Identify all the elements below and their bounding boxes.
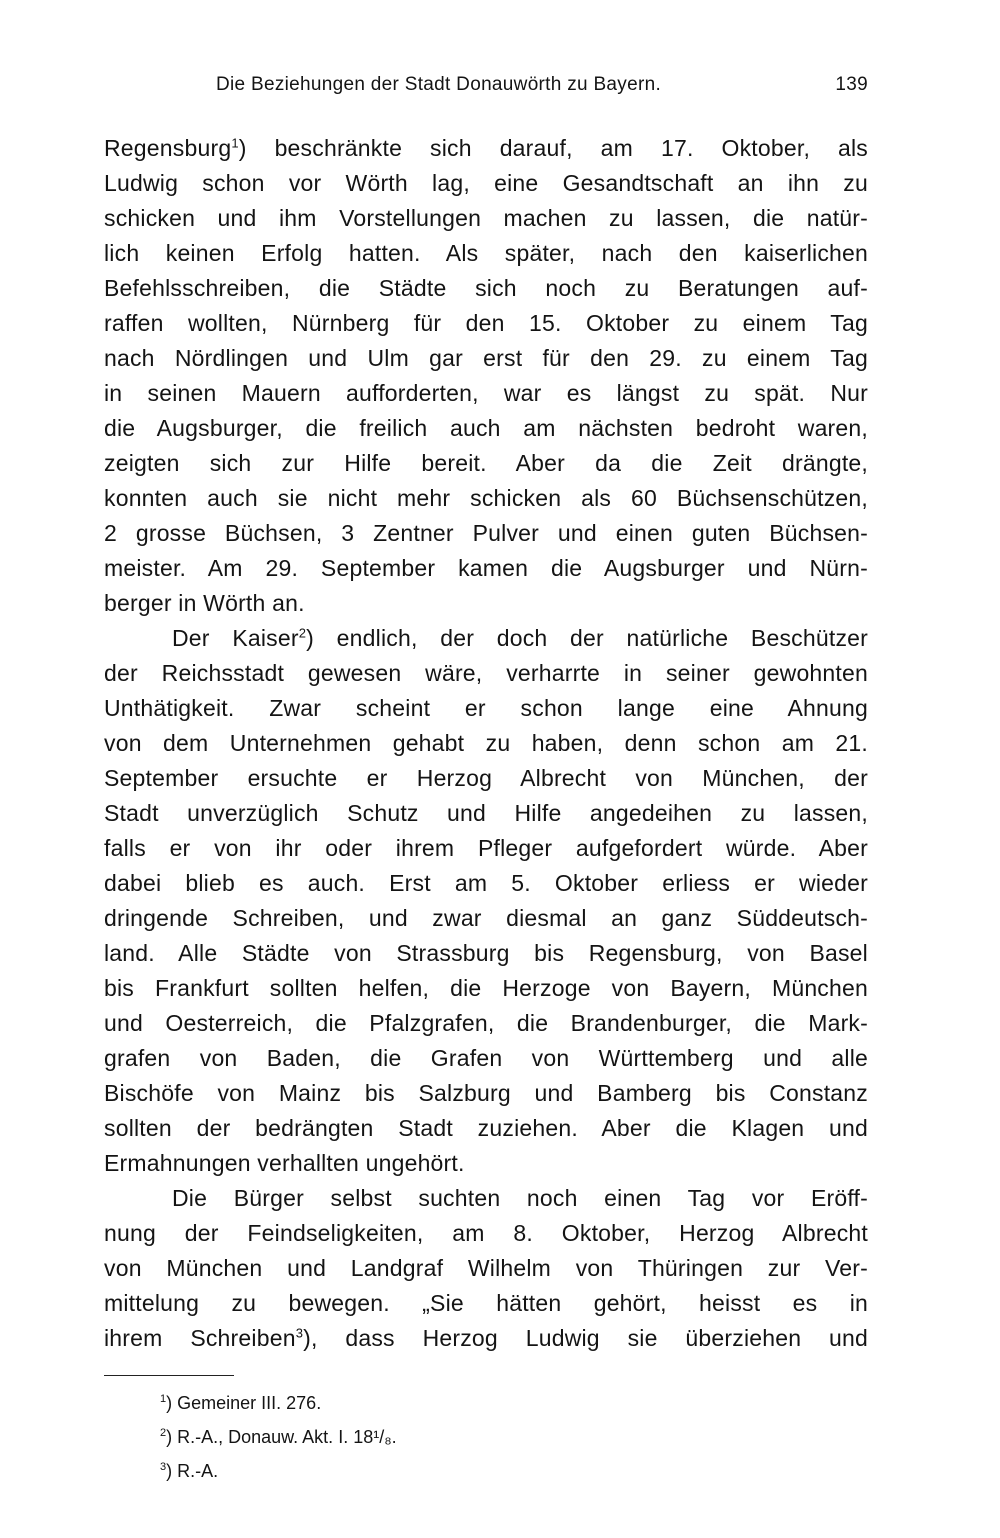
text-line: grafen von Baden, die Grafen von Württemberg und alle (104, 1045, 868, 1071)
text-line: von dem Unternehmen gehabt zu haben, denn schon am 21. (104, 730, 868, 756)
text-line: Die Bürger selbst suchten noch einen Tag vor Eröff- (172, 1185, 868, 1211)
text-line: die Augsburger, die freilich auch am nächsten bedroht waren, (104, 415, 868, 441)
text-line: September ersuchte er Herzog Albrecht von München, der (104, 765, 868, 791)
text-line: schicken und ihm Vorstellungen machen zu lassen, die natür- (104, 205, 868, 231)
text-line: der Reichsstadt gewesen wäre, verharrte in seiner gewohnten (104, 660, 868, 686)
text-line: dabei blieb es auch. Erst am 5. Oktober erliess er wieder (104, 870, 868, 896)
text-line: in seinen Mauern aufforderten, war es längst zu spät. Nur (104, 380, 868, 406)
text-line: Befehlsschreiben, die Städte sich noch zu Beratungen auf- (104, 275, 868, 301)
footnote-reference: 3 (295, 1325, 304, 1341)
text-line: nach Nördlingen und Ulm gar erst für den 29. zu einem Tag (104, 345, 868, 371)
footnote-reference: 1 (231, 135, 239, 151)
text-line: zeigten sich zur Hilfe bereit. Aber da die Zeit drängte, (104, 450, 868, 476)
footnote: $^1$) Gemeiner III. 276. (160, 1393, 322, 1413)
page-number: 139 (835, 74, 868, 95)
text-line: 2 grosse Büchsen, 3 Zentner Pulver und einen guten Büchsen- (104, 520, 868, 546)
text-line: Regensburg$^1$) beschränkte sich darauf, am 17. Oktober, als (104, 135, 868, 161)
text-line: meister. Am 29. September kamen die Augsburger und Nürn- (104, 555, 868, 581)
text-line: sollten der bedrängten Stadt zuziehen. Aber die Klagen und (104, 1115, 868, 1141)
text-line: von München und Landgraf Wilhelm von Thüringen zur Ver- (104, 1255, 868, 1281)
text-line: berger in Wörth an. (104, 590, 305, 616)
text-line: konnten auch sie nicht mehr schicken als 60 Büchsenschützen, (104, 485, 868, 511)
text-line: ihrem Schreiben$^3$), dass Herzog Ludwig sie überziehen und (104, 1325, 868, 1351)
text-line: und Oesterreich, die Pfalzgrafen, die Brandenburger, die Mark- (104, 1010, 868, 1036)
text-line: Ermahnungen verhallten ungehört. (104, 1150, 465, 1176)
text-line: falls er von ihr oder ihrem Pfleger aufgefordert würde. Aber (104, 835, 868, 861)
text-line: Bischöfe von Mainz bis Salzburg und Bamberg bis Constanz (104, 1080, 868, 1106)
running-title: Die Beziehungen der Stadt Donauwörth zu Bayern. (216, 74, 662, 95)
text-line: land. Alle Städte von Strassburg bis Regensburg, von Basel (104, 940, 868, 966)
footnotes (160, 1386, 660, 1488)
footnote: $^3$) R.-A. (160, 1461, 219, 1481)
text-line: bis Frankfurt sollten helfen, die Herzoge von Bayern, München (104, 975, 868, 1001)
footnote: $^2$) R.-A., Donauw. Akt. I. 18¹/₈. (160, 1427, 397, 1447)
text-line: mittelung zu bewegen. „Sie hätten gehört, heisst es in (104, 1290, 868, 1316)
footnote-reference: 2 (298, 625, 307, 641)
text-line: Der Kaiser$^2$) endlich, der doch der natürliche Beschützer (172, 625, 868, 651)
text-line: nung der Feindseligkeiten, am 8. Oktober, Herzog Albrecht (104, 1220, 868, 1246)
text-line: raffen wollten, Nürnberg für den 15. Oktober zu einem Tag (104, 310, 868, 336)
text-line: dringende Schreiben, und zwar diesmal an ganz Süddeutsch- (104, 905, 868, 931)
text-line: lich keinen Erfolg hatten. Als später, nach den kaiserlichen (104, 240, 868, 266)
page-header (104, 70, 868, 104)
body-text (104, 131, 868, 1356)
text-line: Ludwig schon vor Wörth lag, eine Gesandtschaft an ihn zu (104, 170, 868, 196)
text-line: Unthätigkeit. Zwar scheint er schon lange eine Ahnung (104, 695, 868, 721)
text-line: Stadt unverzüglich Schutz und Hilfe angedeihen zu lassen, (104, 800, 868, 826)
footnote-divider (104, 1375, 234, 1376)
